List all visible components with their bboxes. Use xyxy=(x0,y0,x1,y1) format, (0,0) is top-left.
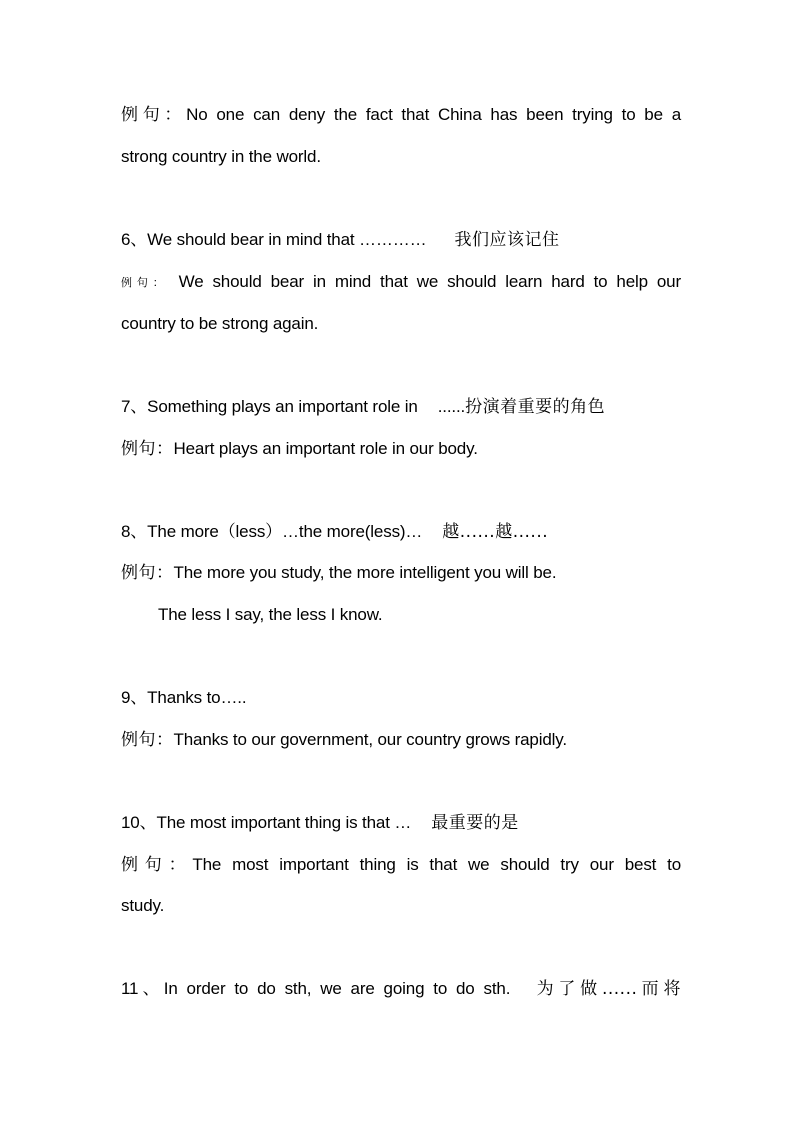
example-line-9 xyxy=(121,729,681,751)
phrase-text: We should bear in mind that ………… xyxy=(147,230,427,249)
example-label: 例句： xyxy=(121,855,193,875)
item-number: 7、 xyxy=(121,397,148,416)
phrase-item-6 xyxy=(121,229,681,251)
item-number: 9、 xyxy=(121,688,148,707)
example-label: 例句： xyxy=(121,276,169,289)
example-line-5 xyxy=(121,104,681,126)
phrase-text: The more（less）…the more(less)… xyxy=(147,522,423,541)
phrase-translation: 扮演着重要的角色 xyxy=(465,397,606,417)
example-text: Heart plays an important role in our body. xyxy=(173,439,478,458)
phrase-translation: 最重要的是 xyxy=(431,813,519,833)
example-line-6 xyxy=(121,271,681,293)
item-number: 10、 xyxy=(121,813,157,832)
phrase-ellipsis: ...... xyxy=(437,397,466,416)
phrase-item-11 xyxy=(121,978,681,1000)
example-line-8 xyxy=(121,562,681,584)
example-label: 例句： xyxy=(121,730,174,750)
example-label: 例句： xyxy=(121,439,174,459)
phrase-item-8 xyxy=(121,521,681,543)
example-text: We should bear in mind that we should learn hard to help our xyxy=(178,272,682,291)
phrase-text: Thanks to….. xyxy=(147,688,247,707)
example-text: The most important thing is that we should try our best to xyxy=(192,855,681,874)
example-text: Thanks to our government, our country grows rapidly. xyxy=(173,730,567,749)
example-continuation-10 xyxy=(121,895,681,917)
phrase-item-10 xyxy=(121,812,681,834)
example-text: study. xyxy=(121,896,165,915)
phrase-translation: 为了做......而将 xyxy=(532,979,681,999)
example-label: 例句： xyxy=(121,105,187,125)
example-text: country to be strong again. xyxy=(121,314,319,333)
example-line-7 xyxy=(121,438,681,460)
phrase-text: In order to do sth, we are going to do sth. xyxy=(163,979,511,998)
item-number: 6、 xyxy=(121,230,148,249)
phrase-text: The most important thing is that … xyxy=(156,813,412,832)
phrase-translation: 越......越...... xyxy=(442,522,549,542)
item-number: 11、 xyxy=(121,979,164,998)
example-text: strong country in the world. xyxy=(121,147,321,166)
example-line-10 xyxy=(121,854,681,876)
example-label: 例句： xyxy=(121,563,174,583)
phrase-text: Something plays an important role in xyxy=(147,397,418,416)
example-continuation-6 xyxy=(121,313,681,335)
example-text: No one can deny the fact that China has been trying to be a xyxy=(186,105,682,124)
phrase-item-7 xyxy=(121,396,681,418)
example-line-8b xyxy=(158,604,718,626)
item-number: 8、 xyxy=(121,522,148,541)
example-text: The less I say, the less I know. xyxy=(158,605,383,624)
example-continuation-5 xyxy=(121,146,681,168)
phrase-item-9 xyxy=(121,687,681,709)
phrase-translation: 我们应该记住 xyxy=(454,230,560,250)
example-text: The more you study, the more intelligent you will be. xyxy=(173,563,557,582)
